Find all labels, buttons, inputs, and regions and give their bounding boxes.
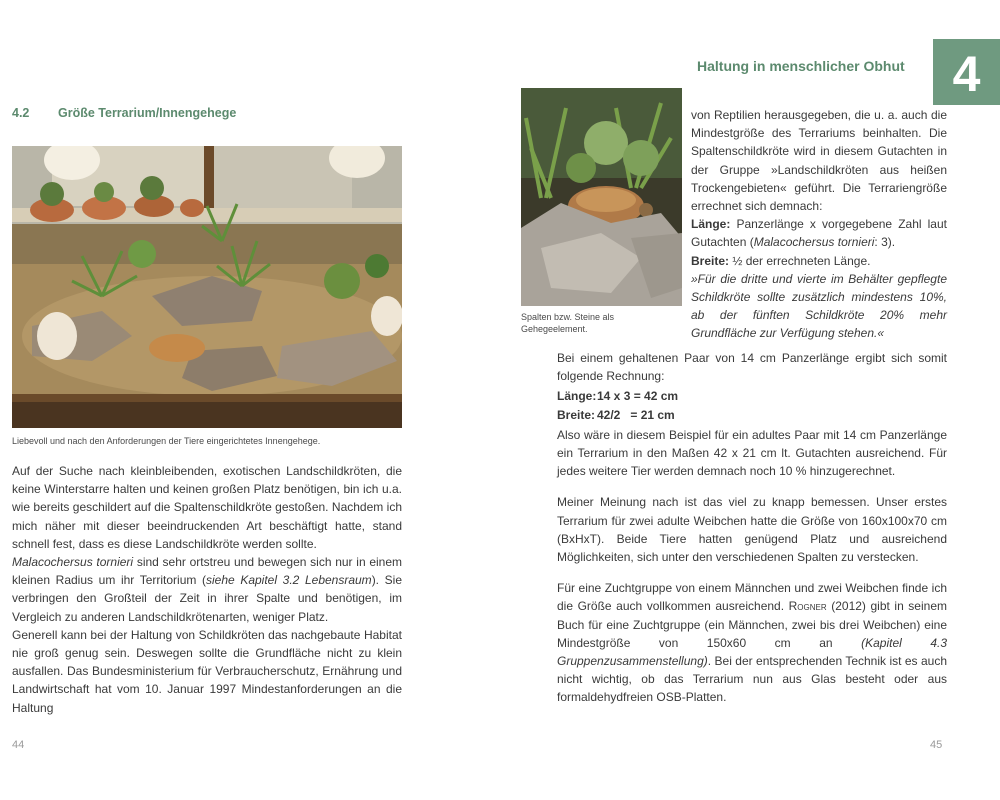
paragraph: Meiner Meinung nach ist das viel zu knapp bemessen. Unser erstes Terrarium für zwei adulte Weibchen hatte die Größe von 160x100x70 cm (BxHxT). Beide Tiere hatten genügend Platz und ausreichend Möglichkeiten, sich unter den verschiedenen Spalten zu verstecken. [557,495,947,565]
chapter-number-tab: 4 [933,39,1000,105]
text-run: ). Sie verbringen den Großteil der Zeit in ihrer Spalte und benötigen, im Vergleich zu anderen Landschildkrötenarten, weniger Platz. [12,573,402,624]
text-run: Für eine Zuchtgruppe von einem Männchen und zwei Weibchen finde ich die Größe auch vollkommen ausreichend. [557,581,947,614]
text-run: : 3). [874,235,896,250]
page-number-right: 45 [930,739,943,751]
species-name: Malacochersus tornieri [12,555,134,570]
text-run: (2012) gibt in seinem Buch für eine Zuchtgruppe (ein Männchen, zwei bis drei Weibchen) eine Mindestgröße von 150x60 cm an [557,599,947,650]
paragraph [691,252,947,270]
right-body-text [557,349,947,707]
rule-label: Länge: [691,217,731,232]
calc-value: 14 x 3 = 42 cm [597,389,679,404]
tortoise-photo [521,88,682,306]
calc-label: Breite: [557,407,596,422]
photo-caption-left: Liebevoll und nach den Anforderungen der Tiere eingerichtetes Innengehege. [12,436,321,446]
species-name: Malacochersus tornieri [753,235,875,250]
regulation-quote: »Für die dritte und vierte im Behälter gepflegte Schildkröte sollte zusätzlich mindestens 10%, ab der fünften Schildkröte 20% mehr Grundfläche zur Verfügung stehen.« [691,271,947,341]
paragraph: Auf der Suche nach kleinbleibenden, exotischen Landschildkröten, die keine Winterstarre halten und keinen großen Platz benötigen, bin ich u.a. wie bereits geschildert auf die Spaltenschildkröte gestoßen. Nachdem ich mich näher mit dieser beeindruckenden Art beschäftigt hatte, stand schnell fest, dass es diese Landschildkröte werden sollte. [12,464,402,551]
paragraph [557,579,947,706]
page-number-left: 44 [12,739,25,751]
paragraph: Generell kann bei der Haltung von Schildkröten das nachgebaute Habitat nie groß genug sein. Deswegen sollte die Grundfläche nicht zu klein ausfallen. Das Bundesministerium für Verbraucherschutz, Ernährung und Landwirtschaft hat vom 10. Januar 1997 Mindestanforderungen an die Haltung [12,627,402,715]
photo-caption-right: Spalten bzw. Steine als Gehegeelement. [521,312,615,334]
chapter-title: Haltung in menschlicher Obhut [697,58,905,74]
paragraph: Bei einem gehaltenen Paar von 14 cm Panzerlänge ergibt sich somit folgende Rechnung: [557,351,947,384]
terrarium-photo [12,146,402,428]
paragraph: von Reptilien herausgegeben, die u. a. auch die Mindestgröße des Terrariums beinhalten. Die Spaltenschildkröte wird in diesem Gutachten in der Gruppe »Landschildkröten aus heißen Trockengebieten« geführt. Die Terrariengröße errechnet sich demnach: [691,108,947,214]
right-wrapped-text [691,106,947,343]
text-run: . Bei der entsprechenden Technik ist es auch nicht wichtig, ob das Terrarium nun aus Glas besteht oder aus formaldehydfreien OSB-Platten. [557,654,947,705]
calc-row-length [557,387,947,405]
text-run: sind sehr ortstreu und bewegen sich nur in einem kleinen Radius um ihr Territorium ( [12,555,403,588]
chapter-reference: (Kapitel 4.3 Gruppenzusammenstellung) [557,635,947,669]
author-name: Rogner [788,599,827,614]
calc-label: Länge: [557,389,597,404]
paragraph: Also wäre in diesem Beispiel für ein adultes Paar mit 14 cm Panzerlänge ein Terrarium in den Maßen 42 x 21 cm lt. Gutachten ausreichend. Für jedes weitere Tier werden demnach noch 10 % hinzugerechnet. [557,427,947,479]
text-run: ½ der errechneten Länge. [729,253,871,268]
text-run: Panzerlänge x vorgegebene Zahl laut Gutachten ( [691,217,947,250]
rule-label: Breite: [691,253,730,268]
left-body-text [12,462,402,717]
calc-value: 42/2 = 21 cm [597,407,675,422]
section-heading [12,106,236,120]
section-number: 4.2 [12,106,30,120]
paragraph [12,553,402,626]
calc-row-width [557,406,947,424]
section-title: Größe Terrarium/Innengehege [58,106,237,120]
paragraph [691,215,947,251]
chapter-reference: siehe Kapitel 3.2 Lebensraum [206,573,372,588]
